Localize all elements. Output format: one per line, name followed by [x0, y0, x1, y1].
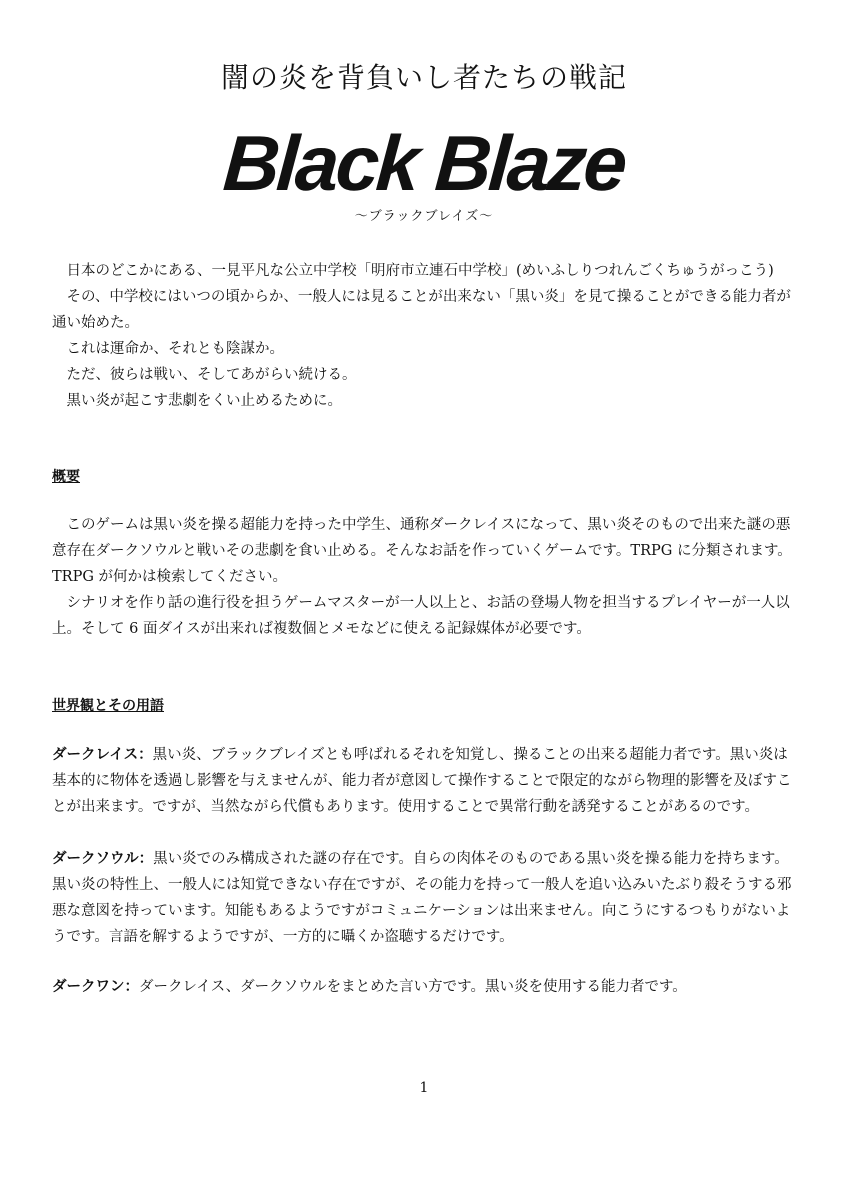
overview-paragraph: シナリオを作り話の進行役を担うゲームマスターが一人以上と、お話の登場人物を担当するプレイヤーが一人以上。そして 6 面ダイスが出来れば複数個とメモなどに使える記録媒体が必要です。 — [52, 595, 790, 637]
term-entry-darkone — [52, 974, 800, 1000]
term-label: ダークソウル： — [52, 851, 154, 867]
overview-paragraph: このゲームは黒い炎を操る超能力を持った中学生、通称ダークレイスになって、黒い炎そのもので出来た謎の悪意存在ダークソウルと戦いその悲劇を食い止める。そんなお話を作っていくゲームです。TRPG に分類されます。TRPG が何かは検索してください。 — [52, 517, 792, 585]
title-reading: 〜ブラックブレイズ〜 — [354, 209, 494, 224]
term-label: ダークレイス： — [52, 747, 153, 763]
term-entry-darksoul — [52, 846, 800, 950]
term-description: 黒い炎でのみ構成された謎の存在です。自らの肉体そのものである黒い炎を操る能力を持ちます。黒い炎の特性上、一般人には知覚できない存在ですが、その能力を持って一般人を追い込みいたぶり殺そうする邪悪な意図を持っています。知能もあるようですがコミュニケーションは出来ません。向こうにするつもりがないようです。言語を解するようですが、一方的に囁くか盗聴するだけです。 — [52, 851, 792, 945]
overview-section — [52, 512, 800, 642]
black-blaze-logo: Black Blaze — [220, 119, 628, 207]
document-subtitle: 闇の炎を背負いし者たちの戦記 — [220, 61, 627, 94]
term-description: 黒い炎、ブラックブレイズとも呼ばれるそれを知覚し、操ることの出来る超能力者です。黒い炎は基本的に物体を透過し影響を与えませんが、能力者が意図して操作することで限定的ながら物理的影響を及ぼすことが出来ます。ですが、当然ながら代償もあります。使用することで異常行動を誘発することがあるのです。 — [52, 747, 792, 815]
world-heading: 世界観とその用語 — [52, 698, 164, 714]
page-number: 1 — [419, 1080, 429, 1096]
intro-line: これは運命か、それとも陰謀か。 — [66, 341, 284, 357]
term-description: ダークレイス、ダークソウルをまとめた言い方です。黒い炎を使用する能力者です。 — [139, 979, 687, 995]
intro-line: その、中学校にはいつの頃からか、一般人には見ることが出来ない「黒い炎」を見て操ることができる能力者が通い始めた。 — [52, 289, 791, 331]
term-entry-darkwraith — [52, 742, 800, 820]
intro-line: 黒い炎が起こす悲劇をくい止めるために。 — [66, 393, 342, 409]
term-label: ダークワン： — [52, 979, 139, 995]
intro-section — [52, 258, 800, 414]
intro-line: 日本のどこかにある、一見平凡な公立中学校「明府市立連石中学校」(めいふしりつれんごくちゅうがっこう) — [66, 263, 774, 279]
overview-heading: 概要 — [52, 469, 80, 485]
intro-line: ただ、彼らは戦い、そしてあがらい続ける。 — [66, 367, 357, 383]
